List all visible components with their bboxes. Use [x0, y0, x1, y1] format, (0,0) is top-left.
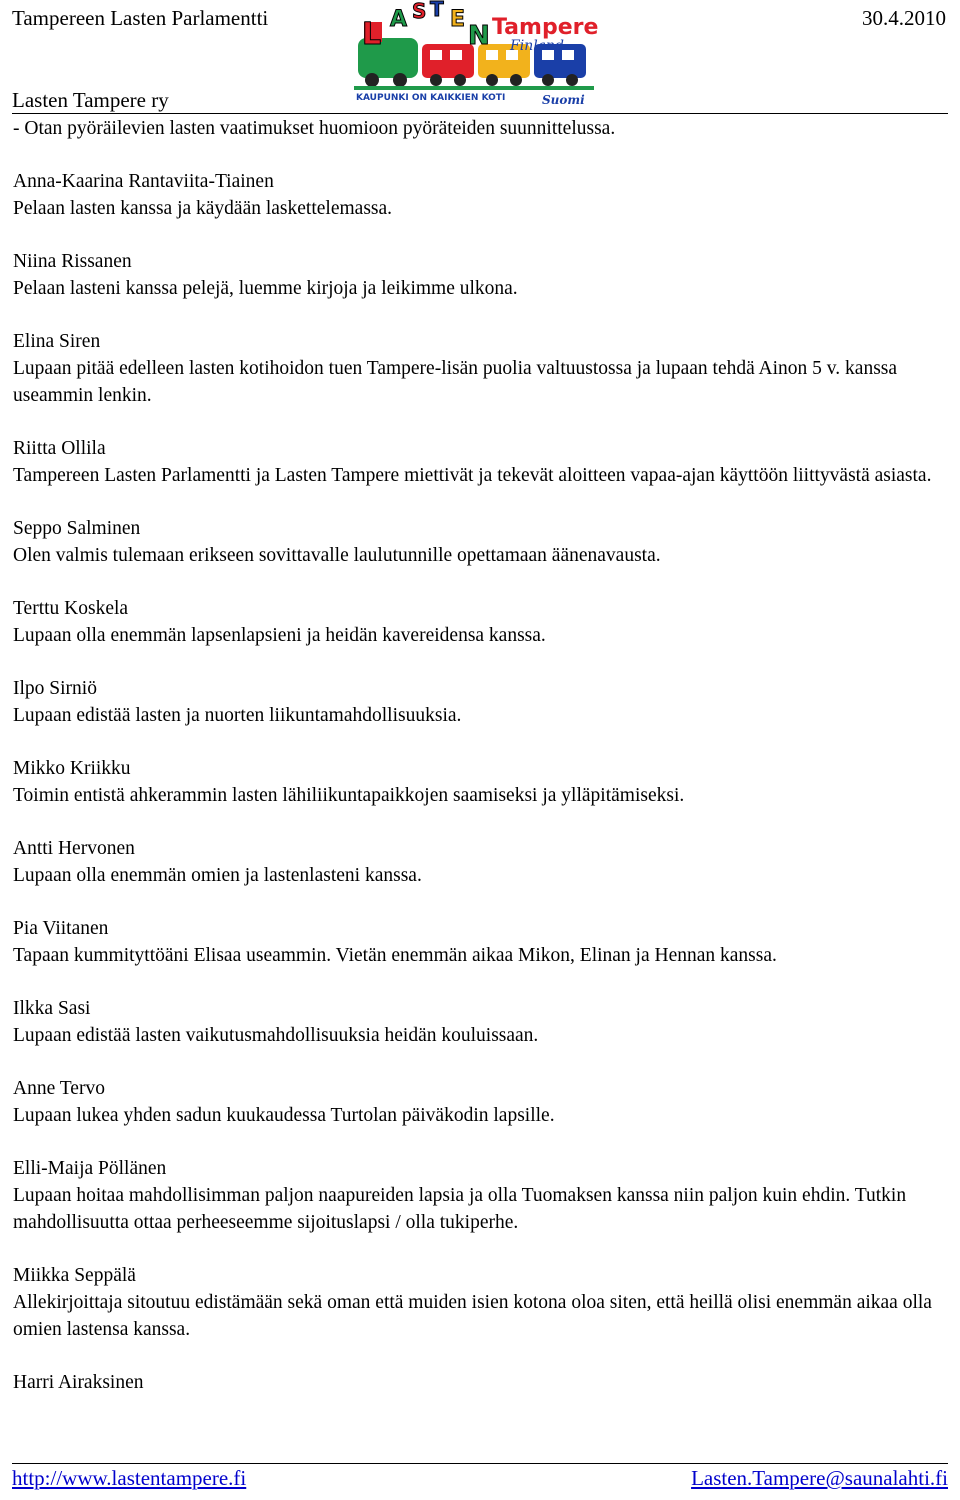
pledge-name: Harri Airaksinen	[13, 1372, 144, 1393]
logo-letter-s: S	[412, 0, 427, 23]
logo-suomi: Suomi	[542, 93, 585, 107]
pledge-name: Elli-Maija Pöllänen	[13, 1158, 167, 1179]
pledge-text: Allekirjoittaja sitoutuu edistämään sekä oman että muiden isien kotona oloa siten, että heillä olisi enemmän aikaa olla omien lastensa kanssa.	[13, 1292, 932, 1340]
logo-letter-n: N	[468, 21, 490, 51]
footer-divider	[12, 1463, 948, 1464]
pledge-text: Toimin entistä ahkerammin lasten lähiliikuntapaikkojen saamiseksi ja ylläpitämiseksi.	[13, 785, 685, 806]
pledge-entry	[13, 835, 948, 889]
intro-text: - Otan pyöräilevien lasten vaatimukset huomioon pyöräteiden suunnittelussa.	[13, 118, 616, 139]
pledge-text: Lupaan pitää edelleen lasten kotihoidon tuen Tampere-lisän puolia valtuustossa ja lupaan tehdä Ainon 5 v. kanssa useammin lenkin.	[13, 358, 898, 406]
pledge-name: Miikka Seppälä	[13, 1265, 136, 1286]
document-date: 30.4.2010	[862, 6, 946, 30]
pledge-entry	[13, 515, 948, 569]
pledge-entry	[13, 1075, 948, 1129]
logo-letter-a: A	[390, 7, 408, 32]
pledge-text: Lupaan olla enemmän lapsenlapsieni ja heidän kavereidensa kanssa.	[13, 625, 546, 646]
pledge-text: Lupaan olla enemmän omien ja lastenlasteni kanssa.	[13, 865, 422, 886]
pledge-text: Lupaan lukea yhden sadun kuukaudessa Turtolan päiväkodin lapsille.	[13, 1105, 555, 1126]
pledge-name: Ilkka Sasi	[13, 998, 91, 1019]
pledge-text: Lupaan hoitaa mahdollisimman paljon naapureiden lapsia ja olla Tuomaksen kanssa niin paljon kuin ehdin. Tutkin mahdollisuutta ottaa perheeseemme sijoituslapsi / olla tukiperhe.	[13, 1185, 907, 1233]
pledge-entry	[13, 595, 948, 649]
logo-slogan: KAUPUNKI ON KAIKKIEN KOTI	[356, 93, 506, 103]
document-title: Tampereen Lasten Parlamentti	[12, 6, 269, 30]
logo-letter-e: E	[450, 7, 466, 32]
pledge-name: Mikko Kriikku	[13, 758, 131, 779]
pledge-name: Niina Rissanen	[13, 251, 132, 272]
pledge-name: Seppo Salminen	[13, 518, 141, 539]
pledge-entry	[13, 675, 948, 729]
logo-letter-t: T	[430, 0, 444, 21]
logo-brand: Tampere	[492, 15, 599, 40]
pledge-name: Terttu Koskela	[13, 598, 129, 619]
pledge-entry	[13, 995, 948, 1049]
pledge-list	[13, 115, 948, 1422]
pledge-name: Antti Hervonen	[13, 838, 135, 859]
pledge-text: Tampereen Lasten Parlamentti ja Lasten Tampere miettivät ja tekevät aloitteen vapaa-ajan käyttöön liittyvästä asiasta.	[13, 465, 932, 486]
lasten-tampere-logo	[350, 0, 600, 112]
website-link[interactable]: http://www.lastentampere.fi	[12, 1466, 247, 1490]
logo-letter-l: L	[362, 17, 382, 52]
pledge-entry	[13, 755, 948, 809]
pledge-name: Riitta Ollila	[13, 438, 106, 459]
organization-name: Lasten Tampere ry	[12, 88, 169, 112]
intro-entry	[13, 115, 948, 142]
logo-rail	[354, 86, 594, 90]
pledge-entry	[13, 1262, 948, 1343]
pledge-entry	[13, 1369, 948, 1396]
pledge-entry	[13, 1155, 948, 1236]
email-link[interactable]: Lasten.Tampere@saunalahti.fi	[691, 1466, 948, 1490]
logo-sub: Finland	[510, 38, 565, 54]
pledge-text: Lupaan edistää lasten ja nuorten liikuntamahdollisuuksia.	[13, 705, 462, 726]
pledge-text: Lupaan edistää lasten vaikutusmahdollisuuksia heidän kouluissaan.	[13, 1025, 539, 1046]
pledge-entry	[13, 915, 948, 969]
logo-car-1	[422, 44, 474, 78]
pledge-entry	[13, 435, 948, 489]
pledge-entry	[13, 248, 948, 302]
pledge-text: Pelaan lasten kanssa ja käydään laskettelemassa.	[13, 198, 393, 219]
pledge-text: Pelaan lasteni kanssa pelejä, luemme kirjoja ja leikimme ulkona.	[13, 278, 518, 299]
pledge-text: Tapaan kummityttöäni Elisaa useammin. Vietän enemmän aikaa Mikon, Elinan ja Hennan kanssa.	[13, 945, 777, 966]
pledge-name: Pia Viitanen	[13, 918, 109, 939]
pledge-name: Anna-Kaarina Rantaviita-Tiainen	[13, 171, 274, 192]
pledge-name: Anne Tervo	[13, 1078, 105, 1099]
pledge-text: Olen valmis tulemaan erikseen sovittavalle laulutunnille opettamaan äänenavausta.	[13, 545, 661, 566]
pledge-name: Elina Siren	[13, 331, 101, 352]
pledge-entry	[13, 328, 948, 409]
header-divider	[12, 113, 948, 114]
pledge-entry	[13, 168, 948, 222]
pledge-name: Ilpo Sirniö	[13, 678, 97, 699]
